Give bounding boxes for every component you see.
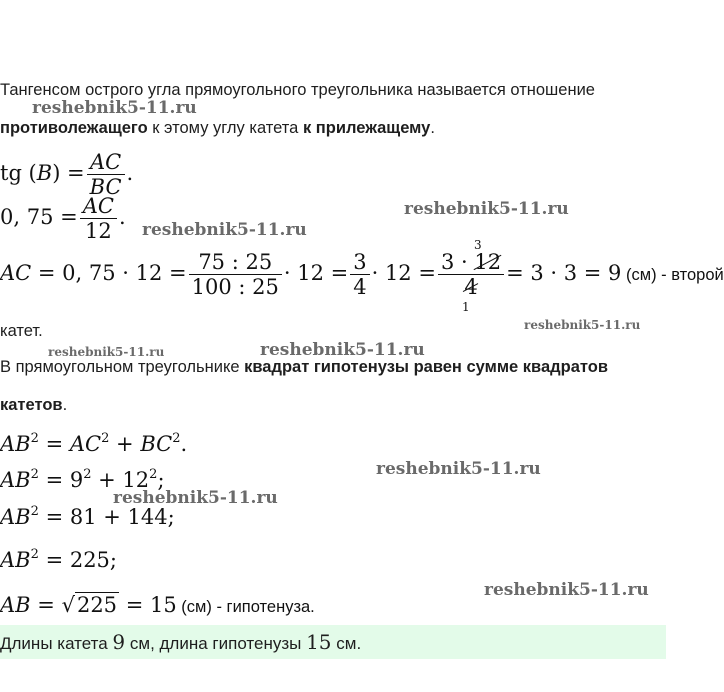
definition-mid: к этому углу катета xyxy=(147,119,303,137)
fraction-numerator: 75 : 25 xyxy=(189,250,282,275)
theorem-bold-line2: катетов xyxy=(0,396,63,414)
ac-part2: · 12 = xyxy=(283,261,349,285)
fraction-denominator: BC xyxy=(89,175,122,199)
ac-part1: = 0, 75 · 12 = xyxy=(31,261,187,285)
theorem-end: . xyxy=(62,396,68,414)
ac-part3: · 12 = xyxy=(371,261,436,285)
watermark: reshebnik5-11.ru xyxy=(376,459,541,479)
watermark: reshebnik5-11.ru xyxy=(404,199,569,219)
fraction-numerator: 3 xyxy=(350,250,369,275)
equation-value xyxy=(0,194,126,243)
answer-pre: Длины катета xyxy=(0,634,113,653)
watermark: reshebnik5-11.ru xyxy=(48,345,165,359)
definition-bold-adjacent: к прилежащему xyxy=(302,119,431,137)
equation-ab-2: $AB^2 = 9^2 + 12^2$; xyxy=(0,467,165,492)
ac-unit: (см) - второй xyxy=(621,266,724,284)
ab-eq: = xyxy=(30,593,62,617)
tg-var: B xyxy=(36,161,53,185)
equation-ab-3: $AB^2 = 81 + 144$; xyxy=(0,504,175,529)
watermark: reshebnik5-11.ru xyxy=(484,580,649,600)
answer-mid: см, длина гипотенузы xyxy=(125,634,307,653)
cancel-top-number: 3 xyxy=(473,238,482,252)
watermark: reshebnik5-11.ru xyxy=(113,488,278,508)
value-lhs: 0, 75 = xyxy=(0,205,78,229)
equation-ab-5 xyxy=(0,593,315,617)
watermark: reshebnik5-11.ru xyxy=(142,220,307,240)
definition-line-1 xyxy=(0,79,595,101)
fraction-denominator: 4 xyxy=(353,275,367,299)
fraction-denominator: 100 : 25 xyxy=(191,275,279,299)
equation-ac xyxy=(0,238,724,314)
equation-ab-1: $AB^2 = AC^2 + BC^2$. xyxy=(0,431,188,456)
fraction-75-100 xyxy=(189,250,282,299)
sqrt-radicand: 225 xyxy=(76,593,118,617)
answer-leg-value: 9 xyxy=(112,630,126,654)
ab-rhs: = 15 xyxy=(119,593,177,617)
answer-box xyxy=(0,625,666,659)
tg-eq: ) = xyxy=(52,161,85,185)
tg-end: . xyxy=(126,161,134,185)
fraction-cancel xyxy=(438,238,504,314)
cancel-bottom-number: 1 xyxy=(461,300,470,314)
sqrt-symbol: √ xyxy=(61,593,75,617)
ac-part4: = 3 · 3 = 9 xyxy=(506,261,622,285)
fraction-numerator-cancelled: 12 xyxy=(474,250,502,274)
fraction-numerator: AC xyxy=(80,194,117,219)
watermark: reshebnik5-11.ru xyxy=(524,318,641,332)
ac-var: AC xyxy=(0,261,32,285)
theorem-line-1 xyxy=(0,356,608,378)
answer-post: см. xyxy=(331,634,362,653)
theorem-line-2 xyxy=(0,394,67,416)
fraction-denominator: 12 xyxy=(84,219,112,243)
fraction-ac-12 xyxy=(80,194,117,243)
ab-unit: (см) - гипотенуза. xyxy=(176,598,315,616)
definition-bold-opposite: противолежащего xyxy=(0,119,148,137)
fraction-numerator: AC xyxy=(87,150,125,175)
definition-text: Тангенсом острого угла прямоугольного треугольника называется отношение xyxy=(0,81,595,99)
answer-hypotenuse-value: 15 xyxy=(306,630,332,654)
answer-text xyxy=(0,631,361,655)
theorem-start: В прямоугольном треугольнике xyxy=(0,358,245,376)
fraction-numerator-a: 3 · xyxy=(440,250,475,274)
watermark: reshebnik5-11.ru xyxy=(260,340,425,360)
fraction-3-4 xyxy=(350,250,369,299)
equation-ac-continuation xyxy=(0,320,43,342)
equation-ab-4: $AB^2 = 225$; xyxy=(0,547,117,572)
definition-end: . xyxy=(430,119,435,137)
watermark: reshebnik5-11.ru xyxy=(32,98,197,118)
definition-line-2 xyxy=(0,117,435,139)
value-end: . xyxy=(118,205,126,229)
equation-tangent xyxy=(0,150,133,199)
ac-continuation: катет. xyxy=(0,322,43,340)
fraction-ac-bc xyxy=(87,150,125,199)
tg-label: tg ( xyxy=(0,161,37,185)
theorem-bold: квадрат гипотенузы равен сумме квадратов xyxy=(244,358,608,376)
fraction-denominator-cancelled: 4 xyxy=(464,275,478,299)
ab-var: AB xyxy=(0,593,31,617)
